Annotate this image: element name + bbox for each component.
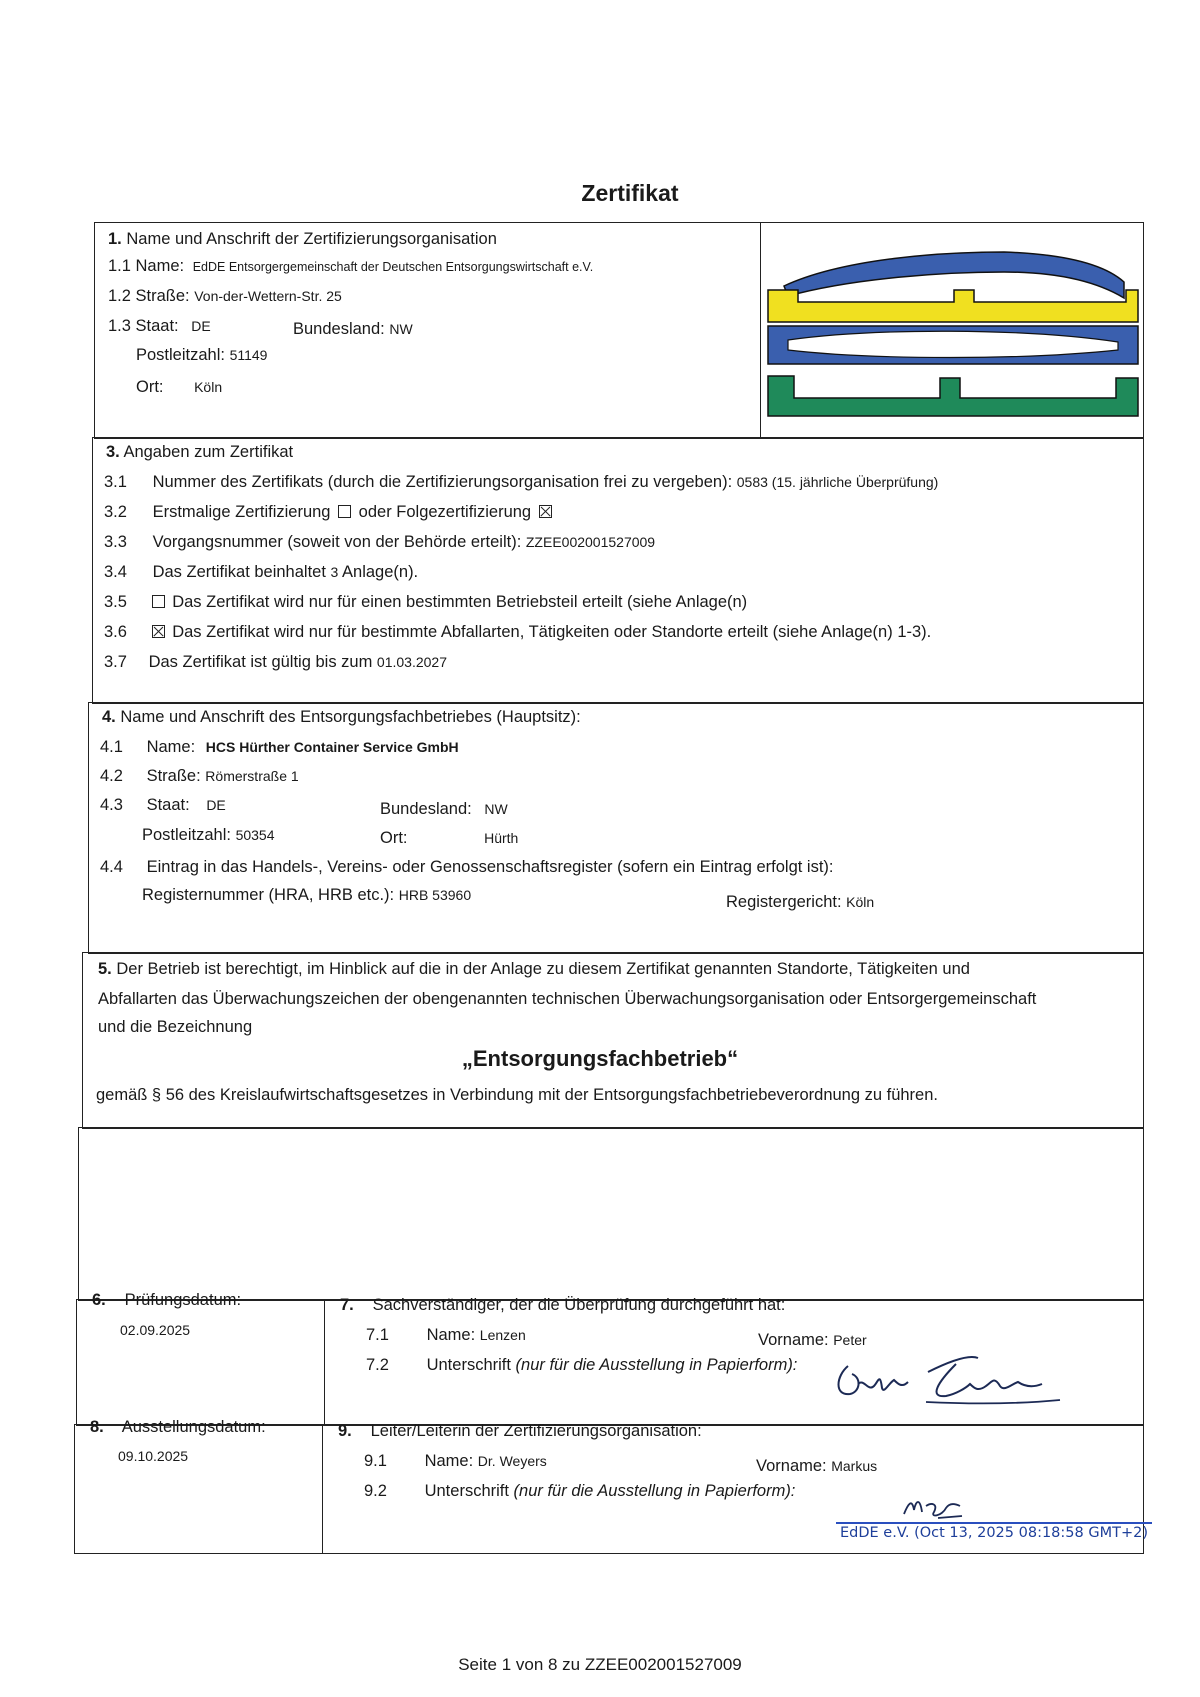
item-3-7-num: 3.7 [104, 653, 127, 671]
leiter-sig-note: (nur für die Ausstellung in Papierform): [513, 1482, 796, 1500]
section89-divider [322, 1424, 323, 1553]
expert-sig-label: Unterschrift [426, 1356, 511, 1374]
logo-yellow-shape [768, 290, 1138, 322]
section8-heading [90, 1418, 266, 1437]
pruefungsdatum-value: 02.09.2025 [120, 1322, 191, 1338]
section9-heading [338, 1422, 702, 1441]
org-bundesland-value: NW [389, 321, 413, 337]
expert-name-row [366, 1326, 526, 1345]
section5-line1 [98, 960, 970, 979]
leiter-sig-label: Unterschrift [424, 1482, 509, 1500]
designation-heading: „Entsorgungsfachbetrieb“ [461, 1046, 739, 1071]
ausstellungsdatum-label: Ausstellungsdatum: [121, 1418, 266, 1436]
item-3-7-text: Das Zertifikat ist gültig bis zum [148, 653, 373, 671]
leiter-name-num: 9.1 [364, 1452, 387, 1470]
register-num: 4.4 [100, 858, 123, 876]
org-bundesland-label: Bundesland: [293, 320, 385, 338]
section3-heading [106, 443, 293, 462]
section4-heading-text: Name und Anschrift des Entsorgungsfachbetriebes (Hauptsitz): [120, 708, 581, 726]
company-name-num: 4.1 [100, 738, 123, 756]
company-ort-row [380, 829, 518, 848]
org-name-row [108, 257, 593, 276]
company-street-value: Römerstraße 1 [205, 768, 299, 784]
leiter-vorname-label: Vorname: [756, 1457, 827, 1475]
section1-num: 1. [108, 230, 122, 248]
item-3-1-text: Nummer des Zertifikats (durch die Zertifizierungsorganisation frei zu vergeben): [152, 473, 733, 491]
section5-num: 5. [98, 960, 112, 978]
section7-num: 7. [340, 1296, 354, 1314]
leiter-sig-num: 9.2 [364, 1482, 387, 1500]
item-3-7 [104, 653, 447, 672]
item-3-1 [104, 473, 938, 492]
section5-line1-text: Der Betrieb ist berechtigt, im Hinblick auf die in der Anlage zu diesem Zertifikat genannten Standorte, Tätigkeiten und [116, 960, 970, 978]
section5-line2: Abfallarten das Überwachungszeichen der obengenannten technischen Überwachungsorganisation oder Entsorgergemeinschaft [98, 990, 1037, 1008]
leiter-signature [898, 1492, 968, 1522]
org-ort-value: Köln [194, 379, 223, 395]
item-3-6-value: 1-3). [897, 623, 932, 641]
section6-num: 6. [92, 1291, 106, 1309]
pruefungsdatum-label: Prüfungsdatum: [124, 1291, 242, 1309]
item-3-6-num: 3.6 [104, 623, 127, 641]
leiter-name-value: Dr. Weyers [477, 1453, 547, 1469]
section7-heading [340, 1296, 785, 1315]
register-text: Eintrag in das Handels-, Vereins- oder Genossenschaftsregister (sofern ein Eintrag erfolgt ist): [146, 858, 834, 876]
org-street-row [108, 287, 342, 306]
company-street-row [100, 767, 299, 786]
item-3-3 [104, 533, 655, 552]
section67-divider [324, 1299, 325, 1425]
company-state-num: 4.3 [100, 796, 123, 814]
org-street-label: 1.2 Straße: [108, 287, 190, 305]
item-3-3-num: 3.3 [104, 533, 127, 551]
signature-stamp: EdDE e.V. (Oct 13, 2025 08:18:58 GMT+2) [836, 1522, 1152, 1542]
leiter-vorname-row [756, 1457, 877, 1476]
org-street-value: Von-der-Wettern-Str. 25 [194, 288, 342, 304]
item-3-3-value: ZZEE002001527009 [525, 534, 656, 550]
section6-heading [92, 1291, 241, 1310]
item-3-2 [104, 503, 555, 522]
erstmalige-checkbox[interactable] [338, 505, 351, 518]
regnr-row [142, 886, 471, 905]
expert-signature-row [366, 1356, 797, 1375]
page-title: Zertifikat [581, 180, 679, 206]
company-ort-value: Hürth [484, 830, 519, 846]
abfallarten-checkbox[interactable] [152, 625, 165, 638]
item-3-2-text-a: Erstmalige Zertifizierung [152, 503, 331, 521]
section1-heading [108, 230, 497, 249]
org-ort-label: Ort: [136, 378, 164, 396]
org-name-label: 1.1 Name: [108, 257, 185, 275]
company-name-row [100, 738, 459, 757]
ausstellungsdatum-value: 09.10.2025 [118, 1448, 189, 1464]
company-state-value: DE [206, 797, 226, 813]
edde-logo [764, 250, 1140, 420]
expert-sig-num: 7.2 [366, 1356, 389, 1374]
section5-line3: und die Bezeichnung [98, 1018, 253, 1036]
org-ort-row [136, 378, 222, 397]
company-street-label: Straße: [146, 767, 201, 785]
item-3-3-text: Vorgangsnummer (soweit von der Behörde erteilt): [152, 533, 522, 551]
item-3-4-text-b: Anlage(n). [342, 563, 419, 581]
expert-signature [828, 1348, 1068, 1410]
signature-stroke-2 [928, 1357, 1042, 1396]
section9-heading-text: Leiter/Leiterin der Zertifizierungsorganisation: [370, 1422, 702, 1440]
company-street-num: 4.2 [100, 767, 123, 785]
company-plz-label: Postleitzahl: [142, 826, 231, 844]
company-name-value: HCS Hürther Container Service GmbH [205, 739, 459, 755]
section3-heading-text: Angaben zum Zertifikat [123, 443, 294, 461]
section1-heading-text: Name und Anschrift der Zertifizierungsorganisation [126, 230, 497, 248]
expert-name-num: 7.1 [366, 1326, 389, 1344]
expert-vorname-label: Vorname: [758, 1331, 829, 1349]
item-3-5-text: Das Zertifikat wird nur für einen bestimmten Betriebsteil erteilt (siehe Anlage(n) [172, 593, 748, 611]
company-state-row [100, 796, 226, 815]
item-3-4-value: 3 [330, 564, 339, 580]
section1-divider [760, 222, 761, 438]
company-ort-label: Ort: [380, 829, 408, 847]
signature-underline [926, 1400, 1060, 1403]
item-3-6 [104, 623, 931, 642]
item-3-6-text: Das Zertifikat wird nur für bestimmte Abfallarten, Tätigkeiten oder Standorte erteilt (siehe Anlage(n) [172, 623, 893, 641]
company-name-label: Name: [146, 738, 196, 756]
section5-line4: gemäß § 56 des Kreislaufwirtschaftsgesetzes in Verbindung mit der Entsorgungsfachbetriebeverordnung zu führen. [96, 1086, 938, 1104]
reggericht-label: Registergericht: [726, 893, 842, 911]
item-3-7-value: 01.03.2027 [376, 654, 447, 670]
section4-heading [102, 708, 581, 727]
leiter-signature-row [364, 1482, 795, 1501]
leiter-name-label: Name: [424, 1452, 474, 1470]
company-plz-row [142, 826, 275, 845]
betriebsteil-checkbox[interactable] [152, 595, 165, 608]
reggericht-row [726, 893, 874, 912]
section9-num: 9. [338, 1422, 352, 1440]
item-3-4-text-a: Das Zertifikat beinhaltet [152, 563, 326, 581]
company-bundesland-label: Bundesland: [380, 800, 472, 818]
leiter-signature-stroke [904, 1502, 962, 1518]
item-3-5 [104, 593, 747, 612]
section4-num: 4. [102, 708, 116, 726]
item-3-1-num: 3.1 [104, 473, 127, 491]
expert-name-label: Name: [426, 1326, 476, 1344]
section8-num: 8. [90, 1418, 104, 1436]
company-plz-value: 50354 [235, 827, 275, 843]
regnr-label: Registernummer (HRA, HRB etc.): [142, 886, 395, 904]
org-bundesland-row [293, 320, 413, 339]
blank-box [78, 1127, 1144, 1301]
folge-checkbox[interactable] [539, 505, 552, 518]
org-plz-row [136, 346, 267, 365]
item-3-2-num: 3.2 [104, 503, 127, 521]
logo-green-shape [768, 376, 1138, 416]
regnr-value: HRB 53960 [398, 887, 472, 903]
leiter-vorname-value: Markus [831, 1458, 878, 1474]
register-row [100, 858, 834, 877]
org-state-row [108, 317, 211, 336]
section3-num: 3. [106, 443, 120, 461]
signature-stroke-1 [839, 1366, 909, 1394]
expert-name-value: Lenzen [479, 1327, 526, 1343]
company-bundesland-row [380, 800, 508, 819]
item-3-4 [104, 563, 418, 582]
reggericht-value: Köln [846, 894, 875, 910]
org-state-value: DE [191, 318, 211, 334]
org-plz-label: Postleitzahl: [136, 346, 225, 364]
leiter-name-row [364, 1452, 547, 1471]
item-3-5-num: 3.5 [104, 593, 127, 611]
org-plz-value: 51149 [229, 347, 268, 363]
expert-vorname-value: Peter [833, 1332, 867, 1348]
item-3-1-value: 0583 (15. jährliche Überprüfung) [736, 474, 939, 490]
item-3-4-num: 3.4 [104, 563, 127, 581]
page-footer: Seite 1 von 8 zu ZZEE002001527009 [458, 1655, 742, 1674]
expert-sig-note: (nur für die Ausstellung in Papierform): [515, 1356, 798, 1374]
company-bundesland-value: NW [484, 801, 508, 817]
org-name-value: EdDE Entsorgergemeinschaft der Deutschen Entsorgungswirtschaft e.V. [192, 260, 594, 274]
section7-heading-text: Sachverständiger, der die Überprüfung durchgeführt hat: [372, 1296, 786, 1314]
item-3-2-text-b: oder Folgezertifizierung [358, 503, 532, 521]
org-state-label: 1.3 Staat: [108, 317, 179, 335]
company-state-label: Staat: [146, 796, 190, 814]
